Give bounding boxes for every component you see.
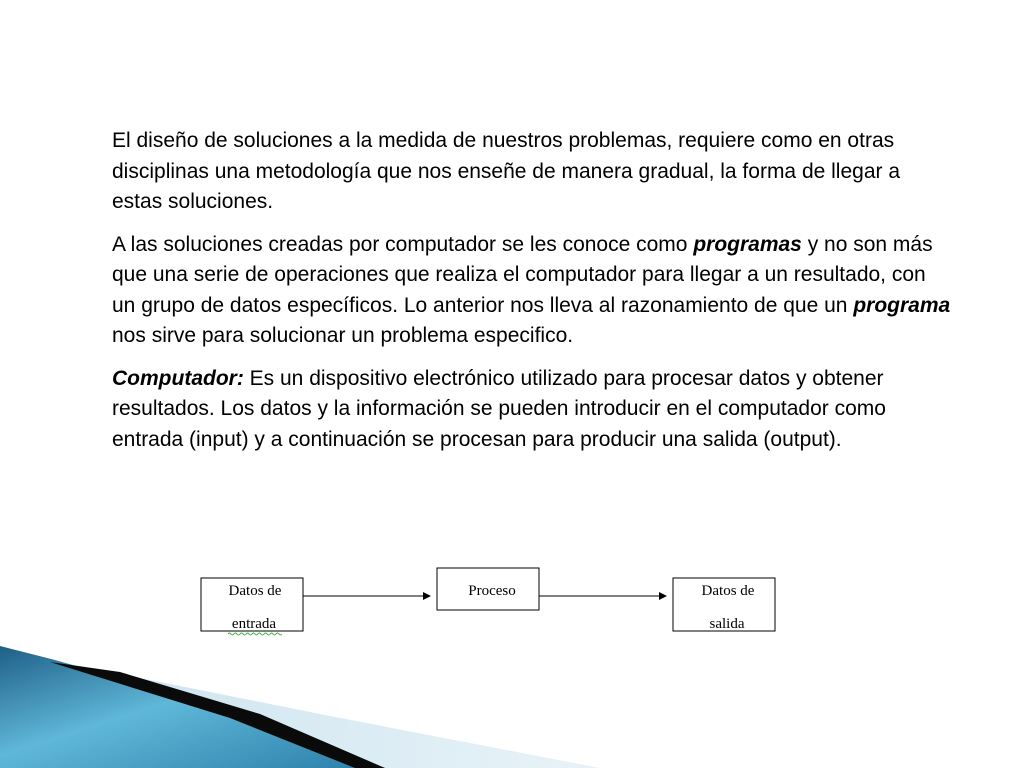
computer-definition-text: Es un dispositivo electrónico utilizado para procesar datos y obtener resultados. Los datos y la información se pueden introducir en el computador como entrada (input) y a continuación se procesan para producir una salida (output).: [112, 366, 886, 451]
paragraph-1-text: El diseño de soluciones a la medida de nuestros problemas, requiere como en otras disciplinas una metodología que nos enseñe de manera gradual, la forma de llegar a estas soluciones.: [112, 129, 901, 213]
output-box-label-line1: Datos de: [701, 583, 755, 599]
keyword-programa: programa: [853, 293, 951, 317]
term-computador: Computador:: [112, 366, 244, 390]
output-box-label-line2: salida: [709, 616, 745, 632]
input-box-label-line2: entrada: [231, 616, 277, 632]
paragraph-2-text-c: nos sirve para solucionar un problema especifico.: [112, 324, 574, 347]
process-box-label: Proceso: [468, 583, 516, 599]
input-box-label-line1: Datos de: [228, 583, 282, 599]
keyword-programas: programas: [693, 232, 802, 256]
paragraph-2-text-b: y no son más que una serie de operaciones que realiza el computador para llegar a un resultado, con un grupo de datos específicos. Lo anterior nos lleva al razonamiento de que un: [112, 232, 933, 317]
paragraph-2-text-a: A las soluciones creadas por computador se les conoce como: [112, 232, 694, 256]
